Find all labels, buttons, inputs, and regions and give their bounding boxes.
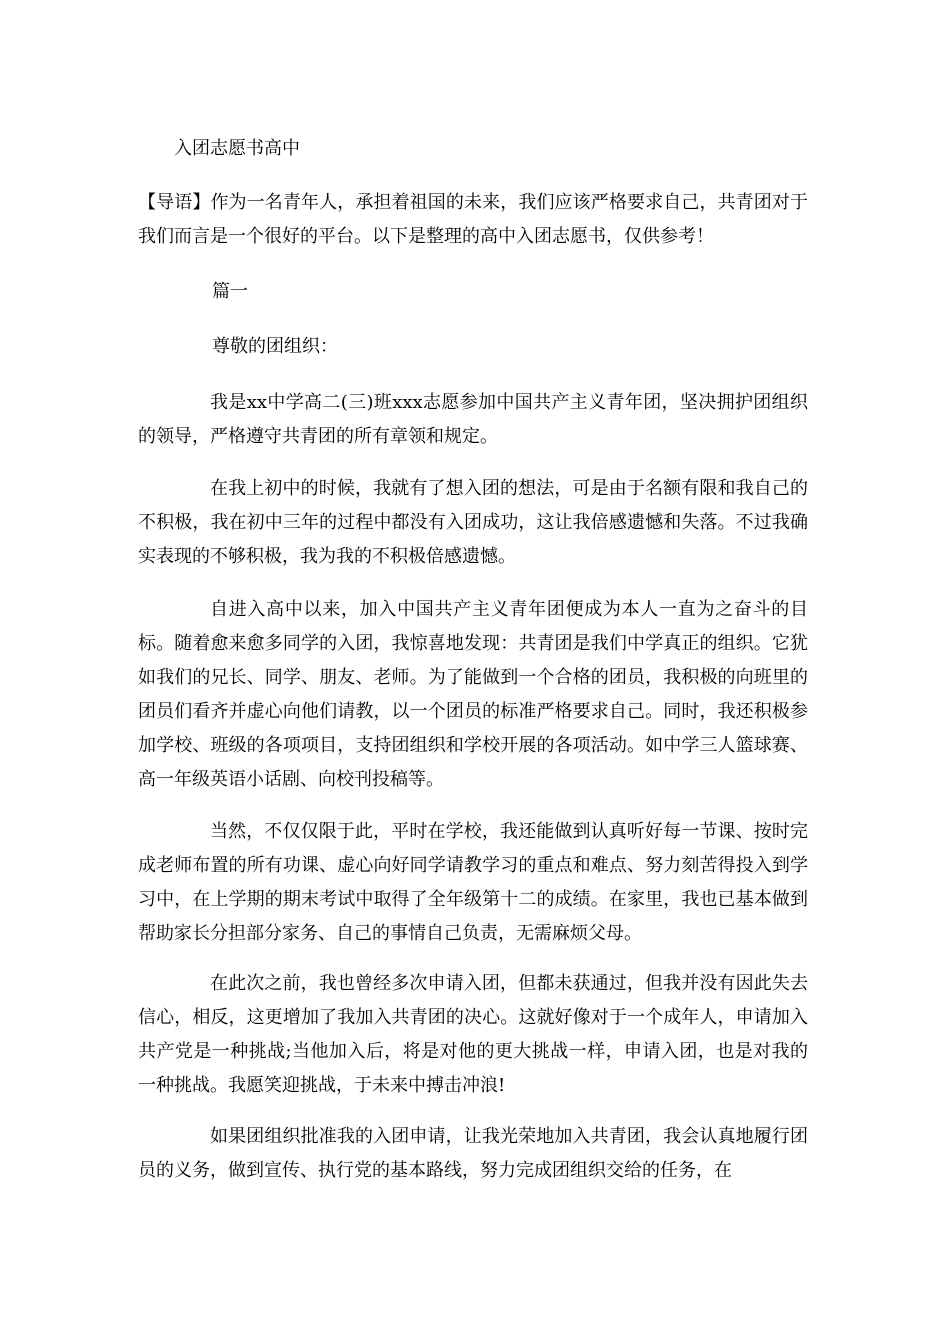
body-paragraph-4: 当然，不仅仅限于此，平时在学校，我还能做到认真听好每一节课、按时完成老师布置的所有功课、虚心向好同学请教学习的重点和难点、努力刻苦得投入到学习中，在上学期的期末考试中取得了全年级第十二的成绩。在家里，我也已基本做到帮助家长分担部分家务、自己的事情自己负责，无需麻烦父母。 xyxy=(138,821,808,944)
body-paragraph-6: 如果团组织批准我的入团申请，让我光荣地加入共青团，我会认真地履行团员的义务，做到宣传、执行党的基本路线，努力完成团组织交给的任务，在 xyxy=(138,1126,808,1181)
body-paragraph-5: 在此次之前，我也曾经多次申请入团，但都未获通过，但我并没有因此失去信心，相反，这更增加了我加入共青团的决心。这就好像对于一个成年人，申请加入共产党是一种挑战;当他加入后，将是对他的更大挑战一样，申请入团，也是对我的一种挑战。我愿笑迎挑战，于未来中搏击冲浪! xyxy=(138,973,808,1096)
intro-paragraph: 【导语】作为一名青年人，承担着祖国的未来，我们应该严格要求自己，共青团对于我们而言是一个很好的平台。以下是整理的高中入团志愿书，仅供参考！ xyxy=(138,192,808,247)
section-label: 篇一 xyxy=(212,281,248,302)
salutation: 尊敬的团组织： xyxy=(212,336,338,357)
body-paragraph-1: 我是xx中学高二(三)班xxx志愿参加中国共产主义青年团，坚决拥护团组织的领导，严格遵守共青团的所有章领和规定。 xyxy=(138,392,808,447)
body-paragraph-3: 自进入高中以来，加入中国共产主义青年团便成为本人一直为之奋斗的目标。随着愈来愈多同学的入团，我惊喜地发现：共青团是我们中学真正的组织。它犹如我们的兄长、同学、朋友、老师。为了能做到一个合格的团员，我积极的向班里的团员们看齐并虚心向他们请教，以一个团员的标准严格要求自己。同时，我还积极参加学校、班级的各项项目，支持团组织和学校开展的各项活动。如中学三人篮球赛、高一年级英语小话剧、向校刊投稿等。 xyxy=(138,599,808,790)
body-paragraph-2: 在我上初中的时候，我就有了想入团的想法，可是由于名额有限和我自己的不积极，我在初中三年的过程中都没有入团成功，这让我倍感遗憾和失落。不过我确实表现的不够积极，我为我的不积极倍感遗憾。 xyxy=(138,478,808,567)
document-title: 入团志愿书高中 xyxy=(174,138,300,159)
